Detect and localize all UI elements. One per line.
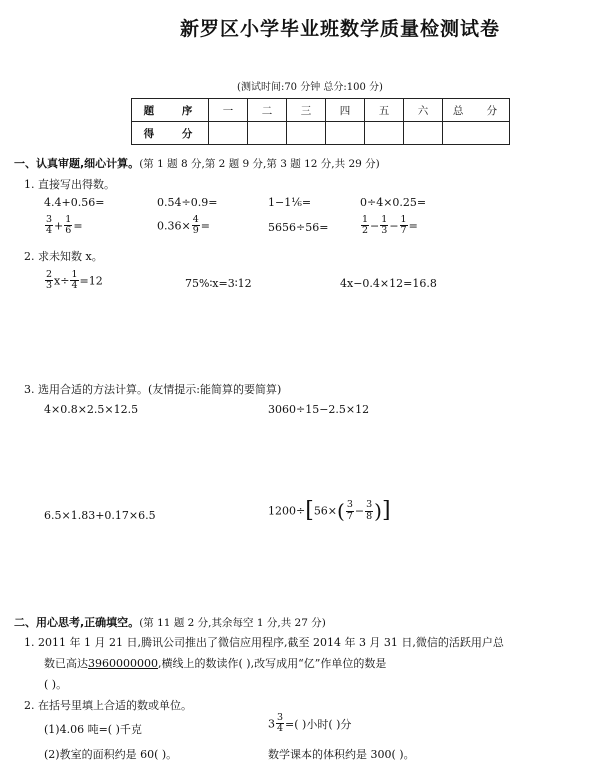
cell-total: 总 分 <box>443 99 510 122</box>
fraction: $\frac{3}{8}$ <box>366 499 373 522</box>
fraction: $\frac{1}{6}$ <box>65 214 72 237</box>
fraction: $\frac{1}{3}$ <box>381 214 388 237</box>
q2-equation-1: $\frac{2}{3}$ x÷ $\frac{1}{4}$ =12 <box>46 269 103 292</box>
score-input-1[interactable] <box>209 122 248 145</box>
q1-item-1: 4.4+0.56= <box>44 196 105 209</box>
fraction: $\frac{3}{4}$ <box>277 712 284 735</box>
section2-note: (第 11 题 2 分,其余每空 1 分,共 27 分) <box>139 617 326 629</box>
q3-expression-3: 6.5×1.83+0.17×6.5 <box>44 509 156 522</box>
cell-item-label: 题 序 <box>132 99 209 122</box>
underlined-number: 3960000000 <box>88 657 158 670</box>
cell-section-3: 三 <box>287 99 326 122</box>
score-input-3[interactable] <box>287 122 326 145</box>
q2-label: 2. 求未知数 x。 <box>24 250 103 263</box>
section2-title: 二、用心思考,正确填空。 <box>14 616 140 629</box>
q3-expression-1: 4×0.8×2.5×12.5 <box>44 403 139 416</box>
fraction: $\frac{2}{3}$ <box>46 269 53 292</box>
fraction: $\frac{1}{7}$ <box>400 214 407 237</box>
q1-item-5: $\frac{3}{4}$ + $\frac{1}{6}$ = <box>46 214 83 237</box>
cell-section-2: 二 <box>248 99 287 122</box>
q3-expression-4: 1200÷[56×( $\frac{3}{7}$ − $\frac{3}{8}$ )] <box>268 498 391 523</box>
q1-item-8: $\frac{1}{2}$ − $\frac{1}{3}$ − $\frac{1}{7}$ = <box>362 214 418 237</box>
s2-q2-item-d: 数学课本的体积约是 300( )。 <box>268 748 415 761</box>
score-table <box>131 98 510 145</box>
q1-item-6: 0.36× $\frac{4}{9}$ = <box>157 214 210 237</box>
q3-label: 3. 选用合适的方法计算。(友情提示:能简算的要简算) <box>24 383 282 396</box>
q1-item-4: 0÷4×0.25= <box>360 196 427 209</box>
score-input-4[interactable] <box>326 122 365 145</box>
s2-q2-item-a: (1)4.06 吨=( )千克 <box>44 723 142 736</box>
q2-equation-3: 4x−0.4×12=16.8 <box>340 277 437 290</box>
score-input-6[interactable] <box>404 122 443 145</box>
section2-heading <box>14 614 326 630</box>
cell-section-5: 五 <box>365 99 404 122</box>
fraction: $\frac{1}{4}$ <box>71 269 78 292</box>
s2-q1-line1: 1. 2011 年 1 月 21 日,腾讯公司推出了微信应用程序,截至 2014 年 3 月 31 日,微信的活跃用户总 <box>24 636 504 649</box>
s2-q2-label: 2. 在括号里填上合适的数或单位。 <box>24 699 192 712</box>
fraction: $\frac{3}{7}$ <box>346 499 353 522</box>
cell-section-6: 六 <box>404 99 443 122</box>
cell-score-label: 得 分 <box>132 122 209 145</box>
q1-item-7: 5656÷56= <box>268 221 329 234</box>
q1-label: 1. 直接写出得数。 <box>24 178 115 191</box>
s2-q2-item-c: (2)教室的面积约是 60( )。 <box>44 748 178 761</box>
fraction: $\frac{4}{9}$ <box>192 214 199 237</box>
s2-q1-line2: 数已高达3960000000,横线上的数读作( ),改写成用“亿”作单位的数是 <box>44 657 387 670</box>
section1-note: (第 1 题 8 分,第 2 题 9 分,第 3 题 12 分,共 29 分) <box>139 158 380 170</box>
q2-equation-2: 75%∶x=3∶12 <box>185 277 252 290</box>
score-input-total[interactable] <box>443 122 510 145</box>
s2-q2-item-b: 3 $\frac{3}{4}$ =( )小时( )分 <box>268 712 352 735</box>
page-title: 新罗区小学毕业班数学质量检测试卷 <box>179 18 500 40</box>
cell-section-4: 四 <box>326 99 365 122</box>
test-info: (测试时间:70 分钟 总分:100 分) <box>237 82 383 93</box>
s2-q1-line3: ( )。 <box>44 678 68 691</box>
score-table-header-row <box>132 99 510 122</box>
fraction: $\frac{1}{2}$ <box>362 214 369 237</box>
score-table-score-row <box>132 122 510 145</box>
section1-title: 一、认真审题,细心计算。 <box>14 157 140 170</box>
score-input-5[interactable] <box>365 122 404 145</box>
section1-heading <box>14 155 380 171</box>
q1-item-3: 1−1⅙= <box>268 196 312 209</box>
q3-expression-2: 3060÷15−2.5×12 <box>268 403 370 416</box>
fraction: $\frac{3}{4}$ <box>46 214 53 237</box>
q1-item-2: 0.54÷0.9= <box>157 196 218 209</box>
score-input-2[interactable] <box>248 122 287 145</box>
cell-section-1: 一 <box>209 99 248 122</box>
